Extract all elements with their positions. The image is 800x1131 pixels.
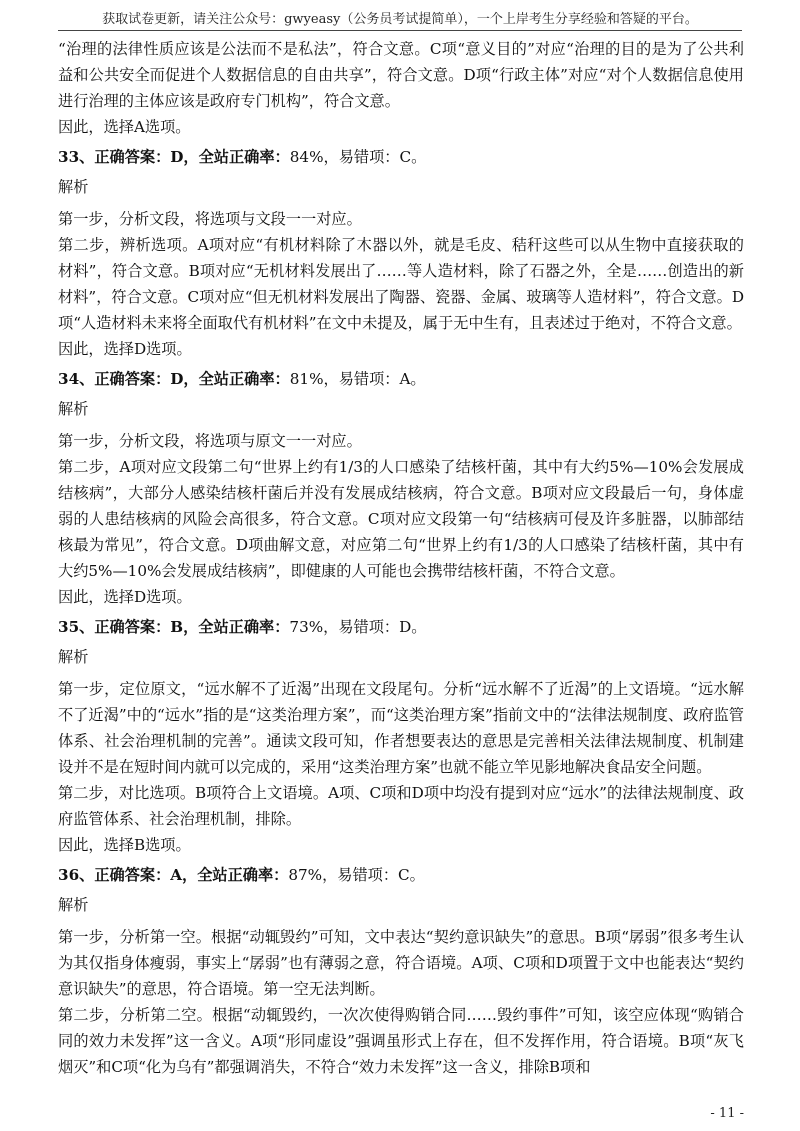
question-36-step-2: 第二步，分析第二空。根据“动辄毁约，一次次使得购销合同……毁约事件”可知，该空应体现“购销合同的效力未发挥”这一含义。A项“形同虚设”强调虽形式上存在，但不发挥作用，符合语境。B项“灰飞烟灭”和C项“化为乌有”都强调消失，不符合“效力未发挥”这一含义，排除B项和 [58,1006,744,1076]
question-33-step-1: 第一步，分析文段，将选项与文段一一对应。 [58,210,362,228]
question-35-step-2: 第二步，对比选项。B项符合上文语境。A项、C项和D项中均没有提到对应“远水”的法律法规制度、政府监管体系、社会治理机制，排除。 [58,784,744,828]
intro-paragraph: “治理的法律性质应该是公法而不是私法”，符合文意。C项“意义目的”对应“治理的目的是为了公共利益和公共安全而促进个人数据信息的自由共享”，符合文意。D项“行政主体”对应“对个人数据信息使用进行治理的主体应该是政府专门机构”，符合文意。 [58,40,744,110]
question-36-heading: 36、正确答案：A，全站正确率：87%，易错项：C。 [58,866,425,884]
question-34-conclusion: 因此，选择D选项。 [58,588,192,606]
intro-conclusion: 因此，选择A选项。 [58,118,191,136]
question-33-heading: 33、正确答案：D，全站正确率：84%，易错项：C。 [58,148,427,166]
question-34-analysis-label: 解析 [58,400,89,418]
question-36-step-1: 第一步，分析第一空。根据“动辄毁约”可知，文中表达“契约意识缺失”的意思。B项“孱弱”很多考生认为其仅指身体瘦弱，事实上“孱弱”也有薄弱之意，符合语境。A项、C项和D项置于文中也能表达“契约意识缺失”的意思，符合语境。第一空无法判断。 [58,928,744,998]
question-36-analysis-label: 解析 [58,896,89,914]
question-34-heading: 34、正确答案：D，全站正确率：81%，易错项：A。 [58,370,426,388]
question-33-conclusion: 因此，选择D选项。 [58,340,192,358]
page-header: 获取试卷更新，请关注公众号：gwyeasy（公务员考试提简单），一个上岸考生分享经验和答疑的平台。 [102,12,698,27]
question-35-conclusion: 因此，选择B选项。 [58,836,191,854]
page-number: - 11 - [710,1106,744,1121]
page-content [58,36,744,1080]
question-33-analysis-label: 解析 [58,178,89,196]
question-35-analysis-label: 解析 [58,648,89,666]
question-34-step-2: 第二步，A项对应文段第二句“世界上约有1/3的人口感染了结核杆菌，其中有大约5%—10%会发展成结核病”，大部分人感染结核杆菌后并没有发展成结核病，符合文意。B项对应文段最后一句，身体虚弱的人患结核病的风险会高很多，符合文意。C项对应文段第一句“结核病可侵及许多脏器，以肺部结核最为常见”，符合文意。D项曲解文意，对应第二句“世界上约有1/3的人口感染了结核杆菌，其中有大约5%—10%会发展成结核病”，即健康的人可能也会携带结核杆菌，不符合文意。 [58,458,744,580]
question-35-heading: 35、正确答案：B，全站正确率：73%，易错项：D。 [58,618,427,636]
question-33-step-2: 第二步，辨析选项。A项对应“有机材料除了木器以外，就是毛皮、秸秆这些可以从生物中直接获取的材料”，符合文意。B项对应“无机材料发展出了……等人造材料，除了石器之外，全是……创造出的新材料”，符合文意。C项对应“但无机材料发展出了陶器、瓷器、金属、玻璃等人造材料”，符合文意。D项“人造材料未来将全面取代有机材料”在文中未提及，属于无中生有，且表述过于绝对，不符合文意。 [58,236,744,332]
question-35-step-1: 第一步，定位原文，“远水解不了近渴”出现在文段尾句。分析“远水解不了近渴”的上文语境。“远水解不了近渴”中的“远水”指的是“这类治理方案”，而“这类治理方案”指前文中的“法律法规制度、政府监管体系、社会治理机制的完善”。通读文段可知，作者想要表达的意思是完善相关法律法规制度、机制建设并不是在短时间内就可以完成的，采用“这类治理方案”也就不能立竿见影地解决食品安全问题。 [58,680,744,776]
question-34-step-1: 第一步，分析文段，将选项与原文一一对应。 [58,432,362,450]
header-rule [58,30,742,31]
